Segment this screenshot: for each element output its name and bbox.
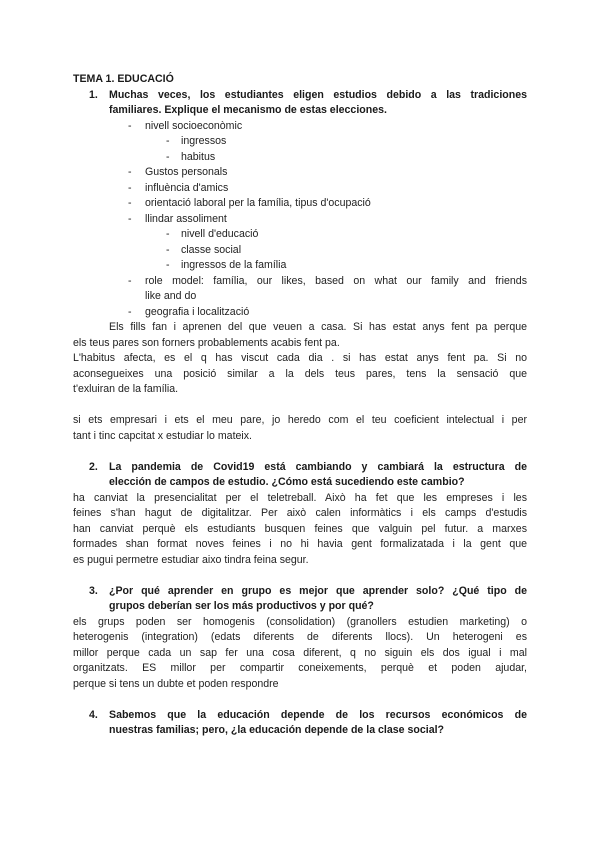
sub-item-habitus: habitus — [181, 151, 216, 163]
bullet-dash: - — [128, 166, 132, 178]
answer-3-line-1: els grups poden ser homogenis (consolidation) (granollers estudien marketing) o — [73, 616, 527, 628]
bullet-dash: - — [166, 259, 170, 271]
bullet-dash: - — [128, 120, 132, 132]
answer-1-paragraph-2-line-3: t'exluiran de la família. — [73, 383, 179, 395]
answer-1-paragraph-1-line-2: els teus pares son forners probablements acabis fent pa. — [73, 337, 340, 349]
answer-3-line-5: perque si tens un dubte et poden respondre — [73, 678, 279, 690]
list-item-role-model-line-2: like and do — [145, 290, 197, 302]
question-1-line-2: familiares. Explique el mecanismo de estas elecciones. — [109, 104, 387, 116]
bullet-dash: - — [128, 197, 132, 209]
question-4-line-2: nuestras familias; pero, ¿la educación depende de la clase social? — [109, 724, 445, 736]
answer-2-line-3: han canviat perquè els estudiants busquen feines que valguin pel futur. a marxes — [73, 523, 527, 535]
bullet-dash: - — [128, 275, 132, 287]
list-item-role-model-line-1: role model: família, our likes, based on what our family and friends — [145, 275, 527, 287]
question-2-number: 2. — [89, 461, 98, 473]
list-item-llindar-assoliment: llindar assoliment — [145, 213, 227, 225]
answer-3-line-2: heterogenis (integration) (edats diferents de diferents llocs). Un heterogeni es — [73, 631, 527, 643]
bullet-dash: - — [128, 182, 132, 194]
answer-1-paragraph-2-line-2: aconsegueixes una posició similar a la dels teus pares, tens la sensació que — [73, 368, 527, 380]
list-item-geografia: geografia i localització — [145, 306, 250, 318]
sub-item-classe-social: classe social — [181, 244, 242, 256]
sub-item-nivell-educacio: nivell d'educació — [181, 228, 259, 240]
bullet-dash: - — [128, 306, 132, 318]
bullet-dash: - — [166, 244, 170, 256]
sub-item-ingressos: ingressos — [181, 135, 227, 147]
answer-1-paragraph-1-line-1: Els fills fan i aprenen del que veuen a casa. Si has estat anys fent pa perque — [109, 321, 527, 333]
bullet-dash: - — [128, 213, 132, 225]
question-2-line-2: elección de campos de estudio. ¿Cómo está sucediendo este cambio? — [109, 476, 465, 488]
sub-item-ingressos-familia: ingressos de la família — [181, 259, 287, 271]
answer-2-line-4: formades shan format noves feines i no hi havia gent formalizatada i la gent que — [73, 538, 527, 550]
question-3-line-1: ¿Por qué aprender en grupo es mejor que aprender solo? ¿Qué tipo de — [109, 585, 527, 597]
bullet-dash: - — [166, 135, 170, 147]
bullet-dash: - — [166, 228, 170, 240]
question-1-number: 1. — [89, 89, 98, 101]
list-item-nivell-socioeconomic: nivell socioeconòmic — [145, 120, 243, 132]
question-1-line-1: Muchas veces, los estudiantes eligen estudios debido a las tradiciones — [109, 89, 527, 101]
question-3-number: 3. — [89, 585, 98, 597]
question-4-line-1: Sabemos que la educación depende de los recursos económicos de — [109, 709, 527, 721]
answer-3-line-3: millor perque cada un sap fer una cosa diferent, q no siguin els dos igual i mal — [73, 647, 527, 659]
list-item-orientacio-laboral: orientació laboral per la família, tipus d'ocupació — [145, 197, 371, 209]
question-3-line-2: grupos deberían ser los más productivos y por qué? — [109, 600, 374, 612]
document-title: TEMA 1. EDUCACIÓ — [73, 73, 174, 85]
answer-2-line-5: es pugui permetre estudiar aixo tindra feina segur. — [73, 554, 309, 566]
answer-1-paragraph-3-line-1: si ets empresari i ets el meu pare, jo heredo com el teu coeficient intelectual i per — [73, 414, 527, 426]
question-2-line-1: La pandemia de Covid19 está cambiando y cambiará la estructura de — [109, 461, 527, 473]
answer-1-paragraph-2-line-1: L'habitus afecta, es el q has viscut cada dia . si has estat anys fent pa. Si no — [73, 352, 527, 364]
answer-2-line-1: ha canviat la presencialitat per el teletreball. Això ha fet que les empreses i les — [73, 492, 527, 504]
list-item-gustos-personals: Gustos personals — [145, 166, 228, 178]
list-item-influencia-amics: influència d'amics — [145, 182, 229, 194]
answer-2-line-2: feines s'han hagut de digitalitzar. Per això calen informàtics i els camps d'estudis — [73, 507, 527, 519]
question-4-number: 4. — [89, 709, 98, 721]
answer-1-paragraph-3-line-2: tant i tinc capcitat x estudiar lo mateix. — [73, 430, 252, 442]
bullet-dash: - — [166, 151, 170, 163]
answer-3-line-4: organitzats. ES millor per compartir coneixements, perquè et poden ajudar, — [73, 662, 527, 674]
